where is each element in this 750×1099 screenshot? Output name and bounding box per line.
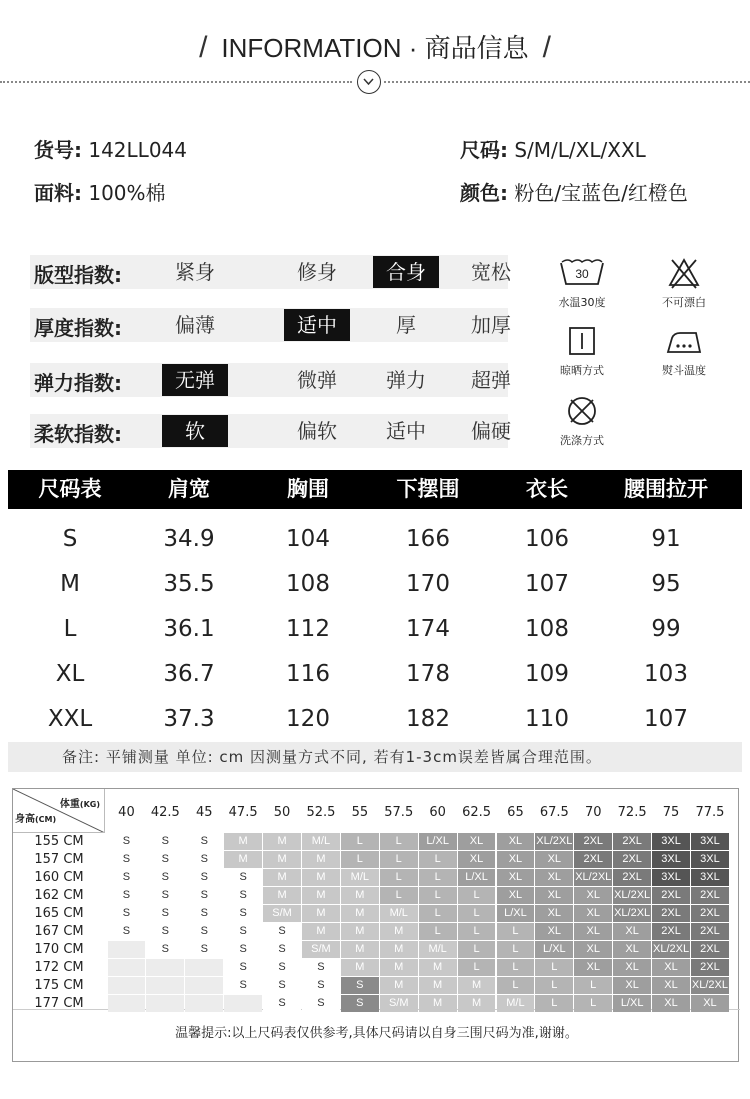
- grid-cell: L: [574, 977, 612, 994]
- table-cell: L: [63, 616, 77, 642]
- grid-cell: M: [419, 995, 457, 1012]
- grid-cell: 2XL: [613, 869, 651, 886]
- grid-cell: 3XL: [691, 833, 729, 850]
- grid-cell: XL: [574, 887, 612, 904]
- grid-cell: M: [380, 959, 418, 976]
- table-cell: 103: [644, 661, 688, 687]
- fit-grid: [12, 788, 739, 1062]
- weight-column-label: 70: [584, 805, 602, 820]
- fabric-info: [34, 177, 166, 206]
- grid-cell: S: [224, 923, 262, 940]
- grid-cell: 2XL: [613, 833, 651, 850]
- index-label: 弹力指数:: [34, 371, 122, 395]
- grid-cell: M: [302, 869, 340, 886]
- weight-column-label: 52.5: [306, 805, 336, 820]
- weight-column-label: 77.5: [695, 805, 725, 820]
- grid-cell: XL: [691, 995, 729, 1012]
- grid-cell: M: [341, 905, 379, 922]
- grid-cell: L: [419, 887, 457, 904]
- care-drying-label: 晾晒方式: [560, 364, 604, 377]
- dotted-divider-right: [384, 81, 750, 83]
- grid-cell: XL: [652, 977, 690, 994]
- wash-30-icon: [558, 256, 606, 290]
- grid-cell: S: [224, 887, 262, 904]
- height-row-label: 177 CM: [34, 996, 84, 1011]
- grid-cell: M: [380, 923, 418, 940]
- grid-cell: 2XL: [613, 851, 651, 868]
- grid-cell: S: [146, 869, 184, 886]
- grid-cell: L: [497, 941, 535, 958]
- grid-cell: XL: [497, 869, 535, 886]
- grid-cell: XL: [535, 851, 573, 868]
- grid-cell: XL: [535, 923, 573, 940]
- fabric-info-label: 面料:: [34, 181, 82, 205]
- grid-corner: [13, 789, 105, 833]
- grid-cell: M: [380, 941, 418, 958]
- grid-cell: S: [263, 941, 301, 958]
- table-cell: XL: [55, 661, 85, 687]
- index-option: 修身: [297, 260, 337, 284]
- grid-cell: L: [380, 869, 418, 886]
- grid-cell: S: [185, 887, 223, 904]
- grid-cell: [185, 959, 223, 976]
- grid-cell: M: [263, 887, 301, 904]
- size-info-label: 尺码:: [460, 138, 508, 162]
- index-option: 宽松: [471, 260, 511, 284]
- grid-cell: S: [108, 905, 146, 922]
- grid-cell: M: [263, 833, 301, 850]
- grid-cell: 2XL: [652, 905, 690, 922]
- size-table-header-cell: 衣长: [526, 477, 568, 501]
- page-title: / INFORMATION · 商品信息 /: [199, 31, 551, 64]
- grid-cell: XL: [458, 833, 496, 850]
- index-option-selected: 合身: [373, 256, 439, 288]
- grid-cell: XL: [574, 959, 612, 976]
- index-option: 厚: [396, 313, 416, 337]
- grid-cell: L: [419, 851, 457, 868]
- grid-cell: M: [224, 833, 262, 850]
- grid-cell: S: [108, 887, 146, 904]
- grid-cell: XL: [574, 905, 612, 922]
- grid-cell: S: [263, 995, 301, 1012]
- grid-cell: S/M: [380, 995, 418, 1012]
- table-cell: 120: [286, 706, 330, 732]
- height-row-label: 167 CM: [34, 924, 84, 939]
- table-row: [8, 607, 742, 652]
- grid-cell: M: [341, 923, 379, 940]
- weight-column-label: 67.5: [539, 805, 569, 820]
- grid-cell: S: [224, 941, 262, 958]
- grid-cell: L: [341, 851, 379, 868]
- color-info-value: 粉色/宝蓝色/红橙色: [514, 181, 688, 205]
- table-cell: 99: [651, 616, 681, 642]
- grid-cell: [108, 995, 146, 1012]
- grid-cell: XL: [613, 959, 651, 976]
- table-cell: M: [60, 571, 80, 597]
- table-cell: 166: [406, 526, 450, 552]
- grid-cell: XL: [535, 905, 573, 922]
- item-number-value: 142LL044: [88, 138, 187, 162]
- index-option: 弹力: [386, 368, 426, 392]
- index-option: 超弹: [471, 368, 511, 392]
- size-table-header-cell: 腰围拉开: [624, 477, 708, 501]
- grid-cell: L: [574, 995, 612, 1012]
- weight-column-label: 60: [429, 805, 446, 820]
- grid-cell: XL: [613, 923, 651, 940]
- grid-cell: S: [108, 923, 146, 940]
- table-cell: 170: [406, 571, 450, 597]
- grid-cell: S: [224, 905, 262, 922]
- grid-cell: S: [108, 851, 146, 868]
- weight-column-label: 72.5: [617, 805, 647, 820]
- grid-cell: L: [535, 959, 573, 976]
- weight-column-label: 47.5: [228, 805, 258, 820]
- grid-cell: M: [458, 995, 496, 1012]
- grid-cell: M: [263, 869, 301, 886]
- grid-cell: M: [263, 851, 301, 868]
- grid-cell: L: [497, 923, 535, 940]
- index-option: 偏硬: [471, 419, 511, 443]
- table-row: [8, 517, 742, 562]
- grid-cell: L: [380, 833, 418, 850]
- size-info-value: S/M/L/XL/XXL: [514, 138, 646, 162]
- grid-cell: M: [302, 923, 340, 940]
- table-cell: 112: [286, 616, 330, 642]
- index-label: 厚度指数:: [34, 316, 122, 340]
- grid-cell: M/L: [380, 905, 418, 922]
- washing-method-icon: [565, 394, 599, 428]
- weight-column-label: 42.5: [150, 805, 180, 820]
- grid-cell: XL: [574, 941, 612, 958]
- height-row-label: 160 CM: [34, 870, 84, 885]
- care-iron: [649, 324, 719, 378]
- grid-cell: [146, 995, 184, 1012]
- grid-cell: [108, 941, 146, 958]
- grid-cell: XL/2XL: [535, 833, 573, 850]
- grid-cell: S: [185, 923, 223, 940]
- grid-cell: 2XL: [574, 833, 612, 850]
- table-cell: 109: [525, 661, 569, 687]
- grid-cell: M: [419, 977, 457, 994]
- grid-cell: S: [185, 905, 223, 922]
- dotted-divider-left: [0, 81, 352, 83]
- grid-cell: [185, 977, 223, 994]
- table-cell: XXL: [47, 706, 93, 732]
- table-cell: 108: [525, 616, 569, 642]
- grid-cell: L: [458, 887, 496, 904]
- grid-cell: L/XL: [419, 833, 457, 850]
- care-wash: [547, 256, 617, 310]
- grid-cell: L/XL: [613, 995, 651, 1012]
- size-table-header-cell: 尺码表: [38, 477, 102, 501]
- grid-cell: S: [108, 833, 146, 850]
- page-title-text: INFORMATION · 商品信息: [221, 33, 529, 63]
- grid-cell: 2XL: [652, 923, 690, 940]
- care-no-bleach-label: 不可漂白: [662, 296, 706, 309]
- height-row-label: 155 CM: [34, 834, 84, 849]
- grid-cell: XL: [535, 869, 573, 886]
- grid-cell: 2XL: [574, 851, 612, 868]
- grid-cell: S: [302, 977, 340, 994]
- grid-cell: S: [146, 941, 184, 958]
- iron-temperature-icon: [664, 324, 704, 358]
- grid-cell: 3XL: [652, 851, 690, 868]
- index-label: 版型指数:: [34, 263, 122, 287]
- grid-cell: S: [146, 887, 184, 904]
- size-table-header-cell: 胸围: [287, 477, 329, 501]
- grid-cell: S: [185, 869, 223, 886]
- measurement-note: 备注: 平铺测量 单位: cm 因测量方式不同, 若有1-3cm误差皆属合理范围。: [8, 742, 742, 772]
- grid-cell: L: [419, 869, 457, 886]
- grid-cell: L: [458, 959, 496, 976]
- grid-cell: M: [302, 905, 340, 922]
- table-cell: 95: [651, 571, 681, 597]
- fabric-info-value: 100%棉: [88, 181, 166, 205]
- index-label: 柔软指数:: [34, 422, 122, 446]
- table-cell: 116: [286, 661, 330, 687]
- grid-cell: XL: [613, 941, 651, 958]
- index-option-selected: 无弹: [162, 364, 228, 396]
- grid-cell: M/L: [302, 833, 340, 850]
- grid-cell: S: [185, 941, 223, 958]
- grid-cell: S/M: [263, 905, 301, 922]
- grid-cell: 2XL: [691, 923, 729, 940]
- grid-cell: S: [263, 923, 301, 940]
- grid-cell: XL/2XL: [652, 941, 690, 958]
- grid-cell: L/XL: [535, 941, 573, 958]
- care-iron-label: 熨斗温度: [662, 364, 706, 377]
- size-table-header: [8, 470, 742, 509]
- grid-cell: 3XL: [691, 851, 729, 868]
- color-info: [460, 177, 688, 206]
- index-option-selected: 适中: [284, 309, 350, 341]
- grid-cell: 3XL: [652, 869, 690, 886]
- grid-cell: M: [341, 959, 379, 976]
- index-row: [30, 363, 511, 397]
- weight-axis-label: 体重(KG): [59, 799, 100, 810]
- chevron-down-icon: [357, 70, 381, 94]
- height-row-label: 175 CM: [34, 978, 84, 993]
- table-cell: S: [62, 526, 78, 552]
- grid-cell: XL/2XL: [691, 977, 729, 994]
- grid-cell: L: [458, 905, 496, 922]
- grid-cell: S: [146, 851, 184, 868]
- table-cell: 178: [406, 661, 450, 687]
- grid-cell: XL/2XL: [574, 869, 612, 886]
- item-number-label: 货号:: [34, 138, 82, 162]
- weight-column-label: 65: [507, 805, 524, 820]
- grid-cell: 2XL: [652, 887, 690, 904]
- height-row-label: 162 CM: [34, 888, 84, 903]
- table-cell: 37.3: [163, 706, 215, 732]
- grid-cell: S: [185, 851, 223, 868]
- weight-column-label: 62.5: [462, 805, 492, 820]
- table-row: [8, 562, 742, 607]
- care-washing-label: 洗涤方式: [560, 434, 604, 447]
- grid-cell: XL: [497, 851, 535, 868]
- index-option-selected: 软: [162, 415, 228, 447]
- index-option: 微弹: [297, 368, 337, 392]
- grid-cell: S: [263, 977, 301, 994]
- grid-cell: L: [380, 851, 418, 868]
- grid-cell: S: [224, 977, 262, 994]
- grid-cell: M: [302, 851, 340, 868]
- size-table-header-cell: 下摆围: [396, 477, 460, 501]
- grid-cell: [108, 977, 146, 994]
- index-option: 适中: [386, 419, 426, 443]
- index-option: 偏薄: [175, 313, 215, 337]
- grid-cell: S: [224, 869, 262, 886]
- grid-cell: S/M: [302, 941, 340, 958]
- grid-cell: L: [458, 923, 496, 940]
- grid-cell: L: [341, 833, 379, 850]
- grid-cell: L: [535, 995, 573, 1012]
- table-cell: 104: [286, 526, 330, 552]
- grid-cell: XL/2XL: [613, 905, 651, 922]
- grid-cell: S: [185, 833, 223, 850]
- grid-cell: S: [146, 923, 184, 940]
- grid-cell: 2XL: [691, 905, 729, 922]
- table-cell: 174: [406, 616, 450, 642]
- svg-text:30: 30: [575, 267, 589, 281]
- grid-cell: S: [341, 977, 379, 994]
- size-table-header-cell: 肩宽: [168, 477, 210, 501]
- grid-cell: L: [419, 923, 457, 940]
- grid-cell: M/L: [419, 941, 457, 958]
- info-header: [0, 0, 750, 100]
- care-drying: [547, 324, 617, 378]
- table-cell: 36.7: [163, 661, 215, 687]
- grid-cell: 3XL: [652, 833, 690, 850]
- grid-cell: XL: [497, 833, 535, 850]
- index-row: [30, 308, 511, 342]
- grid-cell: S: [146, 833, 184, 850]
- index-row: [30, 414, 511, 448]
- table-cell: 182: [406, 706, 450, 732]
- care-washing: [547, 394, 617, 448]
- grid-cell: M: [458, 977, 496, 994]
- table-row: [8, 697, 742, 742]
- item-number: [34, 134, 187, 163]
- weight-column-label: 50: [273, 805, 291, 820]
- grid-cell: M: [302, 887, 340, 904]
- grid-cell: L/XL: [497, 905, 535, 922]
- grid-cell: 2XL: [691, 959, 729, 976]
- grid-cell: S: [302, 959, 340, 976]
- grid-cell: XL/2XL: [613, 887, 651, 904]
- weight-column-label: 40: [118, 805, 135, 820]
- height-row-label: 172 CM: [34, 960, 84, 975]
- height-row-label: 165 CM: [34, 906, 84, 921]
- table-cell: 91: [651, 526, 681, 552]
- grid-cell: [146, 977, 184, 994]
- care-wash-label: 水温30度: [558, 296, 606, 309]
- grid-cell: S: [224, 959, 262, 976]
- table-cell: 110: [525, 706, 569, 732]
- table-cell: 36.1: [163, 616, 215, 642]
- grid-cell: M: [224, 851, 262, 868]
- grid-cell: S: [146, 905, 184, 922]
- index-option: 紧身: [175, 260, 215, 284]
- height-axis-label: 身高(CM): [15, 814, 57, 825]
- table-cell: 34.9: [163, 526, 215, 552]
- size-info: [460, 134, 646, 163]
- care-no-bleach: [649, 256, 719, 310]
- index-option: 偏软: [297, 419, 337, 443]
- grid-cell: M: [380, 977, 418, 994]
- table-row: [8, 652, 742, 697]
- grid-cell: S: [341, 995, 379, 1012]
- grid-cell: L: [497, 959, 535, 976]
- grid-cell: L: [419, 905, 457, 922]
- grid-cell: XL: [535, 887, 573, 904]
- grid-cell: [146, 959, 184, 976]
- grid-cell: S: [108, 869, 146, 886]
- grid-cell: 3XL: [691, 869, 729, 886]
- grid-cell: L: [535, 977, 573, 994]
- drying-method-icon: [565, 324, 599, 358]
- grid-cell: XL: [652, 995, 690, 1012]
- grid-cell: XL: [458, 851, 496, 868]
- grid-cell: XL: [497, 887, 535, 904]
- grid-cell: XL: [652, 959, 690, 976]
- grid-cell: [185, 995, 223, 1012]
- table-cell: 106: [525, 526, 569, 552]
- table-cell: 107: [525, 571, 569, 597]
- height-row-label: 157 CM: [34, 852, 84, 867]
- grid-cell: L/XL: [458, 869, 496, 886]
- grid-cell: [224, 995, 262, 1012]
- weight-column-label: 75: [662, 805, 680, 820]
- grid-cell: M: [341, 941, 379, 958]
- table-cell: 107: [644, 706, 688, 732]
- size-tip: 温馨提示:以上尺码表仅供参考,具体尺码请以自身三围尺码为准,谢谢。: [175, 1026, 578, 1041]
- grid-cell: S: [263, 959, 301, 976]
- index-option: 加厚: [471, 313, 511, 337]
- color-info-label: 颜色:: [460, 181, 508, 205]
- grid-cell: S: [302, 995, 340, 1012]
- grid-cell: M: [341, 887, 379, 904]
- height-row-label: 170 CM: [34, 942, 84, 957]
- weight-column-label: 45: [195, 805, 213, 820]
- table-cell: 35.5: [163, 571, 215, 597]
- grid-cell: L: [380, 887, 418, 904]
- weight-column-label: 57.5: [384, 805, 414, 820]
- grid-cell: 2XL: [691, 941, 729, 958]
- grid-cell: L: [458, 941, 496, 958]
- index-row: [30, 255, 511, 289]
- grid-cell: [108, 959, 146, 976]
- table-cell: 108: [286, 571, 330, 597]
- grid-cell: M/L: [497, 995, 535, 1012]
- grid-cell: M: [419, 959, 457, 976]
- grid-cell: M/L: [341, 869, 379, 886]
- grid-cell: 2XL: [691, 887, 729, 904]
- grid-cell: XL: [613, 977, 651, 994]
- grid-cell: L: [497, 977, 535, 994]
- grid-cell: XL: [574, 923, 612, 940]
- weight-column-label: 55: [351, 805, 369, 820]
- no-bleach-icon: [667, 256, 701, 290]
